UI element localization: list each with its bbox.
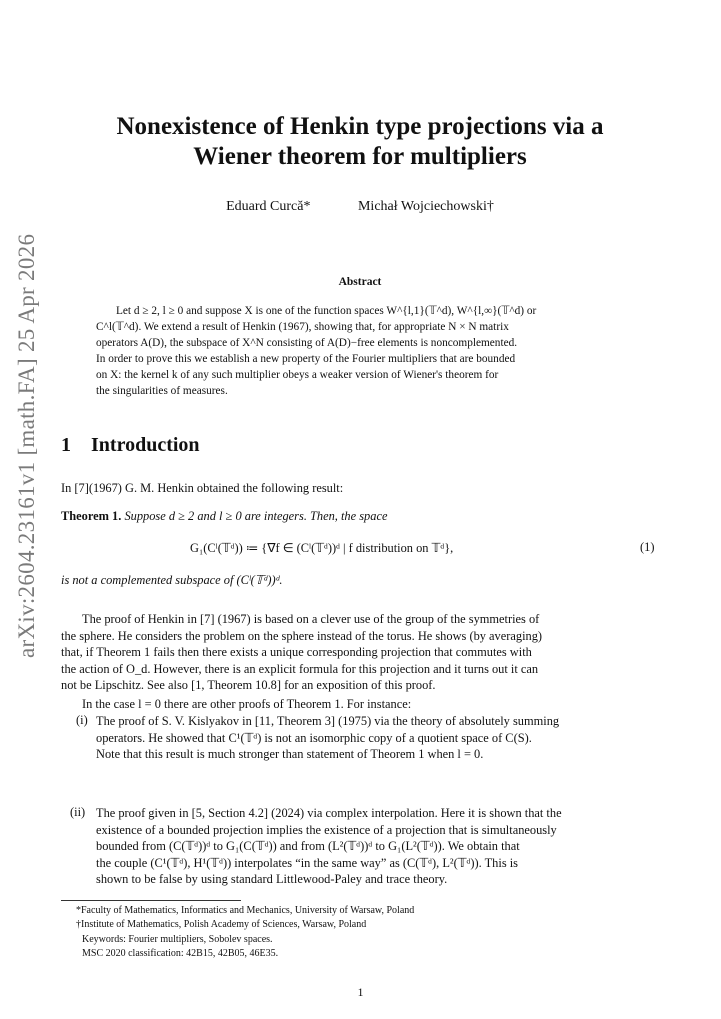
section-title: Introduction [91,434,200,456]
abstract-line: C^l(𝕋^d). We extend a result of Henkin (1967), showing that, for appropriate N × N matrix [96,321,509,333]
abstract-line: In order to prove this we establish a new property of the Fourier multipliers that are bounded [96,353,516,365]
title-line-1: Nonexistence of Henkin type projections via a [116,113,604,140]
author-1: Eduard Curcă* [226,199,311,214]
equation: G₁(Cˡ(𝕋ᵈ)) ≔ {∇f ∈ (Cˡ(𝕋ᵈ))ᵈ | f distribution on 𝕋ᵈ}, [190,541,454,555]
abstract-line: operators A(D), the subspace of X^N consisting of A(D)−free elements is noncomplemented. [96,337,518,349]
equation-number: (1) [640,540,655,554]
footnote-affiliation-2: †Institute of Mathematics, Polish Academy of Sciences, Warsaw, Poland [76,919,367,930]
author-list [40,199,680,215]
list-item-kislyakov [96,713,660,763]
footnote-msc: MSC 2020 classification: 42B15, 42B05, 46E35. [82,948,279,959]
footnote-affiliation-1: *Faculty of Mathematics, Informatics and Mechanics, University of Warsaw, Poland [76,905,415,916]
footnote-rule [61,900,241,901]
list-item-line: The proof given in [5, Section 4.2] (2024) via complex interpolation. Here it is shown that the [96,806,562,820]
list-item-label: (ii) [70,805,86,819]
abstract-line: on X: the kernel k of any such multiplier obeys a weaker version of Wiener's theorem for [96,369,499,381]
list-item-line: shown to be false by using standard Littlewood-Paley and trace theory. [96,872,448,887]
title-line-2: Wiener theorem for multipliers [193,143,527,170]
abstract-heading: Abstract [338,276,382,288]
intro-sentence: In [7](1967) G. M. Henkin obtained the following result: [61,481,344,495]
list-item-interpolation [96,805,660,888]
paragraph-line: the sphere. He considers the problem on the sphere instead of the torus. He shows (by averaging) [61,628,543,643]
list-item-line: The proof of S. V. Kislyakov in [11, Theorem 3] (1975) via the theory of absolutely summing [96,714,560,728]
list-item-label: (i) [76,713,88,727]
footnote-keywords: Keywords: Fourier multipliers, Sobolev spaces. [82,934,273,945]
list-item-line: operators. He showed that C¹(𝕋ᵈ) is not an isomorphic copy of a quotient space of C(S). [96,730,532,745]
list-item-line: the couple (C¹(𝕋ᵈ), H¹(𝕋ᵈ)) interpolates “in the same way” as (C(𝕋ᵈ), L²(𝕋ᵈ)). This is [96,855,519,870]
theorem-tail: is not a complemented subspace of (Cˡ(𝕋ᵈ))ᵈ. [61,573,283,587]
paragraph-line: The proof of Henkin in [7] (1967) is based on a clever use of the group of the symmetries of [82,612,540,626]
paragraph-henkin-proof [61,611,660,694]
abstract-line: Let d ≥ 2, l ≥ 0 and suppose X is one of the function spaces W^{l,1}(𝕋^d), W^{l,∞}(𝕋^d) or [116,305,537,317]
paragraph-line: that, if Theorem 1 fails then there exists a unique corresponding projection that commutes with [61,645,532,660]
author-2: Michał Wojciechowski† [357,199,494,214]
paper-title [40,112,680,172]
paragraph-other-proofs: In the case l = 0 there are other proofs of Theorem 1. For instance: [82,697,412,711]
paragraph-line: not be Lipschitz. See also [1, Theorem 10.8] for an exposition of this proof. [61,678,436,693]
page-number: 1 [357,985,364,999]
theorem-text: Suppose d ≥ 2 and l ≥ 0 are integers. Then, the space [124,509,388,523]
list-item-line: bounded from (C(𝕋ᵈ))ᵈ to G₁(C(𝕋ᵈ)) and from (L²(𝕋ᵈ))ᵈ to G₁(L²(𝕋ᵈ)). We obtain that [96,839,520,854]
abstract-body [96,303,624,399]
abstract-line: the singularities of measures. [96,385,228,397]
list-item-line: Note that this result is much stronger than statement of Theorem 1 when l = 0. [96,747,484,762]
section-number: 1 [61,434,71,456]
theorem-label: Theorem 1. [61,509,122,523]
list-item-line: existence of a bounded projection implies the existence of a projection that is simultaneously [96,822,557,837]
section-heading [61,434,200,457]
paragraph-line: the action of O_d. However, there is an explicit formula for this projection and it turns out it can [61,661,539,676]
theorem-statement [61,508,660,525]
arxiv-identifier: arXiv:2604.23161v1 [math.FA] 25 Apr 2026 [14,233,39,658]
